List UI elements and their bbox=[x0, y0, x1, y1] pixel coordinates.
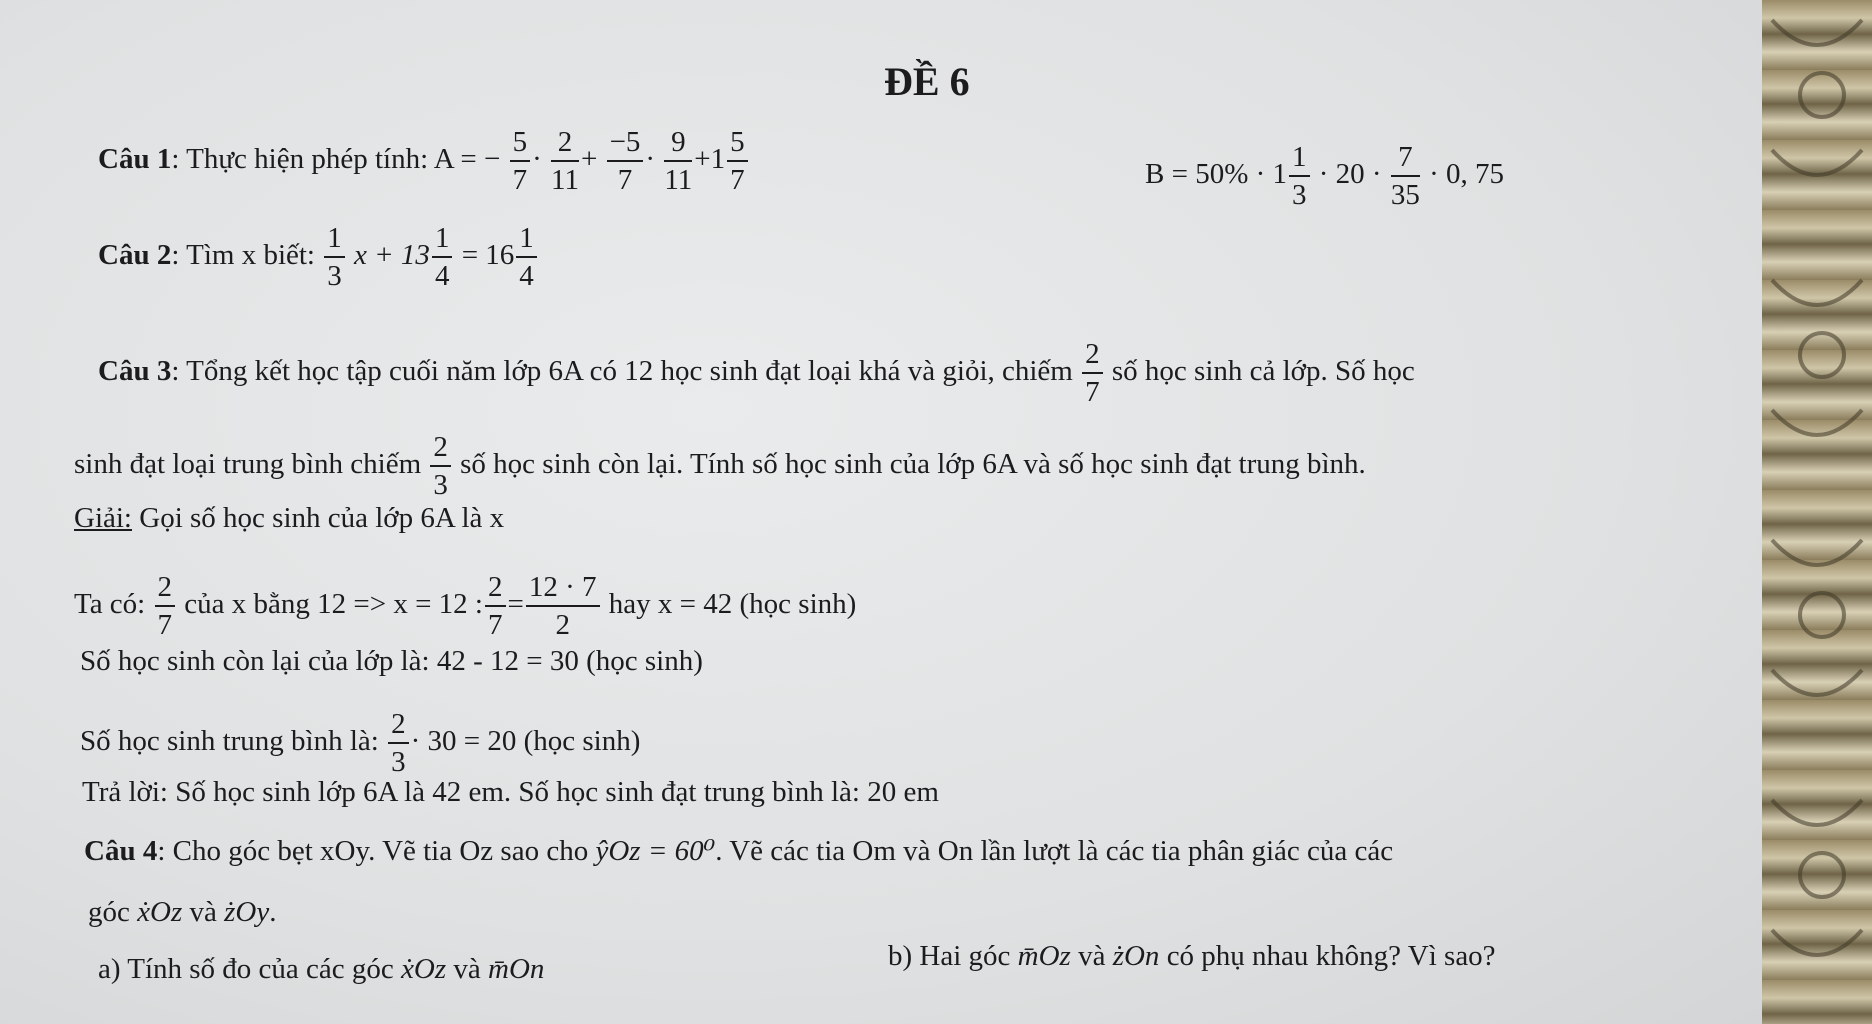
fraction: $\frac{2}{7}$ bbox=[1082, 340, 1103, 407]
question-2-label: Câu 2 bbox=[98, 239, 172, 272]
exam-title: ĐỀ 6 bbox=[884, 59, 970, 104]
question-1-text: : Thực hiện phép tính: A = − bbox=[171, 143, 501, 176]
fraction: $\frac{2}{7}$ bbox=[155, 573, 176, 640]
decorative-pattern-strip bbox=[1762, 0, 1872, 1024]
solution-line-taco: Ta có: $\frac{2}{7}$ của x bằng 12 => x = 12 : $\frac{2}{7}$ = $\frac{12 \cdot 7}{2}$ hay x = 42 (học sinh) bbox=[74, 571, 857, 641]
fraction: $\frac{5}{7}$ bbox=[510, 128, 531, 195]
question-2: Câu 2: Tìm x biết: $\frac{1}{3}$ x + 13 $\frac{1}{4}$ = 16 $\frac{1}{4}$ bbox=[98, 224, 539, 291]
fraction: $\frac{-5}{7}$ bbox=[607, 128, 644, 195]
question-4-label: Câu 4 bbox=[84, 835, 158, 867]
expression-b-prefix: B = 50% · 1 bbox=[1145, 158, 1288, 191]
fraction: $\frac{2}{11}$ bbox=[551, 126, 579, 196]
solution-remaining: Số học sinh còn lại của lớp là: 42 - 12 = 30 (học sinh) bbox=[80, 645, 703, 677]
fraction: $\frac{2}{7}$ bbox=[485, 573, 506, 640]
fraction: $\frac{2}{3}$ bbox=[430, 433, 451, 500]
fraction: $\frac{7}{35}$ bbox=[1390, 141, 1420, 211]
question-3-label: Câu 3 bbox=[98, 355, 172, 388]
fraction: $\frac{1}{4}$ bbox=[432, 224, 453, 291]
question-3-line-1: Câu 3: Tổng kết học tập cuối năm lớp 6A có 12 học sinh đạt loại khá và giỏi, chiếm $\frac{2}{7}$ số học sinh cả lớp. Số học bbox=[98, 338, 1415, 408]
fraction: $\frac{2}{3}$ bbox=[388, 710, 409, 777]
question-4-line-2: góc ẋOz và żOy. bbox=[88, 896, 277, 928]
solution-average: Số học sinh trung bình là: $\frac{2}{3}$ · 30 = 20 (học sinh) bbox=[80, 708, 641, 778]
fraction: $\frac{1}{4}$ bbox=[516, 224, 537, 291]
question-1-b: B = 50% · 1 $\frac{1}{3}$ · 20 · $\frac{7}{35}$ · 0, 75 bbox=[1145, 141, 1505, 211]
question-4-line-1: Câu 4: Cho góc bẹt xOy. Vẽ tia Oz sao cho ŷOz = 60⁰. Vẽ các tia Om và On lần lượt là các tia phân giác của các bbox=[84, 835, 1394, 867]
solution-label: Giải: bbox=[74, 502, 132, 534]
question-1: Câu 1: Thực hiện phép tính: A = − $\frac{5}{7}$ · $\frac{2}{11}$ + $\frac{-5}{7}$ · $\frac{9}{11}$ +1 $\frac{5}{7}$ bbox=[98, 128, 750, 195]
fraction: $\frac{12 \cdot 7}{2}$ bbox=[526, 573, 600, 640]
solution-answer: Trả lời: Số học sinh lớp 6A là 42 em. Số học sinh đạt trung bình là: 20 em bbox=[82, 776, 939, 808]
fraction: $\frac{9}{11}$ bbox=[664, 126, 693, 196]
question-4-part-a: a) Tính số đo của các góc ẋOz và m̄On bbox=[98, 953, 545, 985]
question-1-label: Câu 1 bbox=[98, 143, 172, 176]
question-3-line-2: sinh đạt loại trung bình chiếm $\frac{2}{3}$ số học sinh còn lại. Tính số học sinh của lớp 6A và số học sinh đạt trung bình. bbox=[74, 431, 1366, 501]
fraction: $\frac{5}{7}$ bbox=[727, 128, 748, 195]
question-4-part-b: b) Hai góc m̄Oz và żOn có phụ nhau không? Vì sao? bbox=[888, 940, 1496, 972]
solution-intro: Giải: Gọi số học sinh của lớp 6A là x bbox=[74, 502, 505, 534]
fraction: $\frac{1}{3}$ bbox=[324, 224, 345, 291]
fraction: $\frac{1}{3}$ bbox=[1289, 143, 1310, 210]
